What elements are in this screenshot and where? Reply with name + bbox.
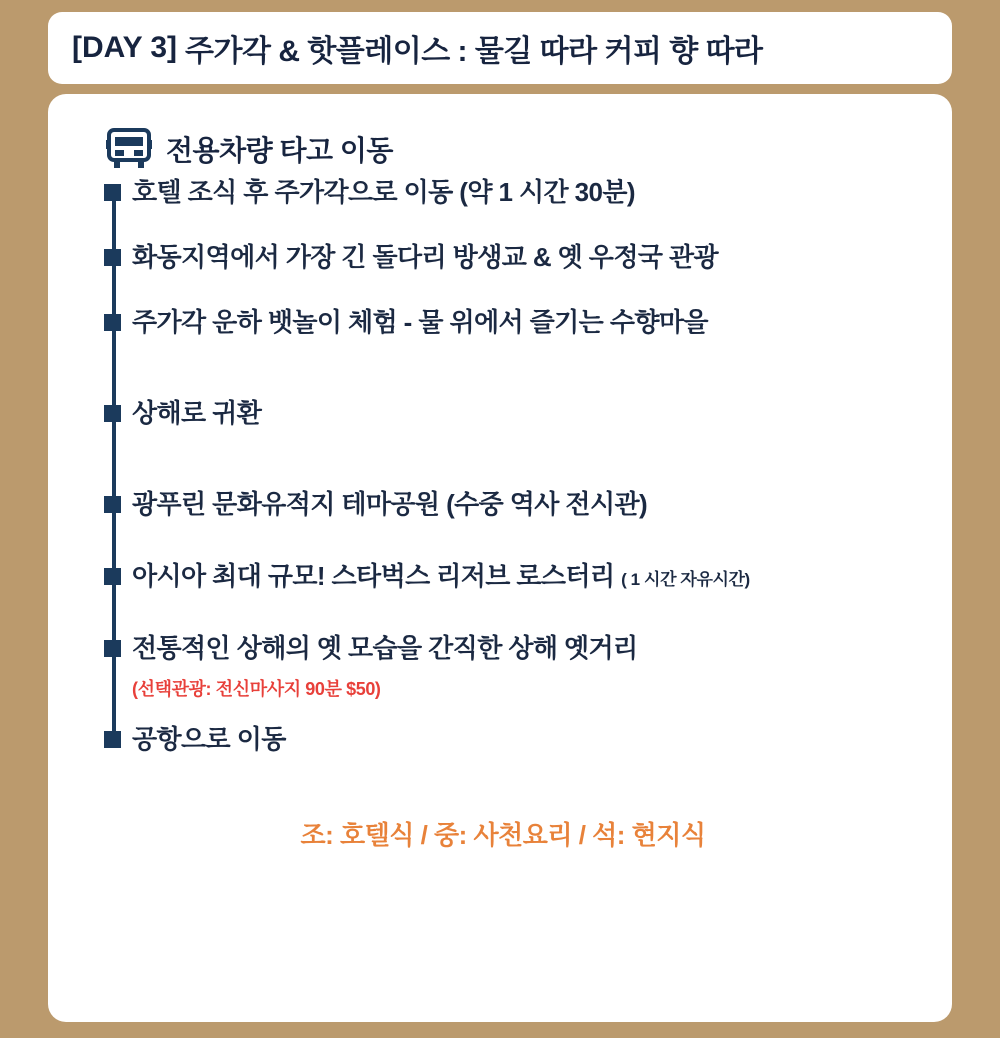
itinerary-suffix: ( 1 시간 자유시간)	[621, 570, 750, 589]
itinerary-text: 전통적인 상해의 옛 모습을 간직한 상해 옛거리	[132, 633, 638, 663]
timeline-marker	[104, 731, 121, 748]
timeline-marker	[104, 249, 121, 266]
timeline-marker	[104, 405, 121, 422]
transport-row	[106, 128, 922, 170]
list-item	[132, 488, 922, 524]
itinerary-text	[132, 560, 922, 593]
itinerary-text: 주가각 운하 뱃놀이 체험 - 물 위에서 즐기는 수향마을	[132, 307, 708, 337]
optional-tour-note: (선택관광: 전신마사지 90분 $50)	[132, 678, 381, 699]
timeline-marker	[104, 184, 121, 201]
transport-label: 전용차량 타고 이동	[166, 135, 393, 166]
list-item	[132, 306, 922, 342]
timeline-marker	[104, 496, 121, 513]
bus-icon	[106, 128, 152, 170]
list-item	[132, 632, 922, 701]
list-item	[132, 176, 922, 212]
timeline-marker	[104, 568, 121, 585]
page-title: 주가각 & 핫플레이스 : 물길 따라 커피 향 따라	[185, 35, 763, 68]
itinerary-text: 화동지역에서 가장 긴 돌다리 방생교 & 옛 우정국 관광	[132, 242, 719, 272]
timeline-marker	[104, 314, 121, 331]
itinerary-main-text: 아시아 최대 규모! 스타벅스 리저브 로스터리	[132, 561, 615, 591]
day-label: [DAY 3]	[72, 31, 178, 64]
meals-info: 조: 호텔식 / 중: 사천요리 / 석: 현지식	[300, 819, 706, 850]
list-item	[132, 241, 922, 277]
itinerary-text: 광푸린 문화유적지 테마공원 (수중 역사 전시관)	[132, 489, 648, 519]
list-item	[132, 397, 922, 433]
timeline-marker	[104, 640, 121, 657]
list-item	[132, 723, 922, 759]
itinerary-text: 상해로 귀환	[132, 398, 262, 428]
itinerary-card	[48, 94, 952, 1022]
itinerary-text: 공항으로 이동	[132, 723, 286, 754]
list-item	[132, 560, 922, 596]
header-card	[48, 12, 952, 84]
itinerary-text: 호텔 조식 후 주가각으로 이동 (약 1 시간 30분)	[132, 177, 635, 207]
timeline	[84, 176, 922, 759]
